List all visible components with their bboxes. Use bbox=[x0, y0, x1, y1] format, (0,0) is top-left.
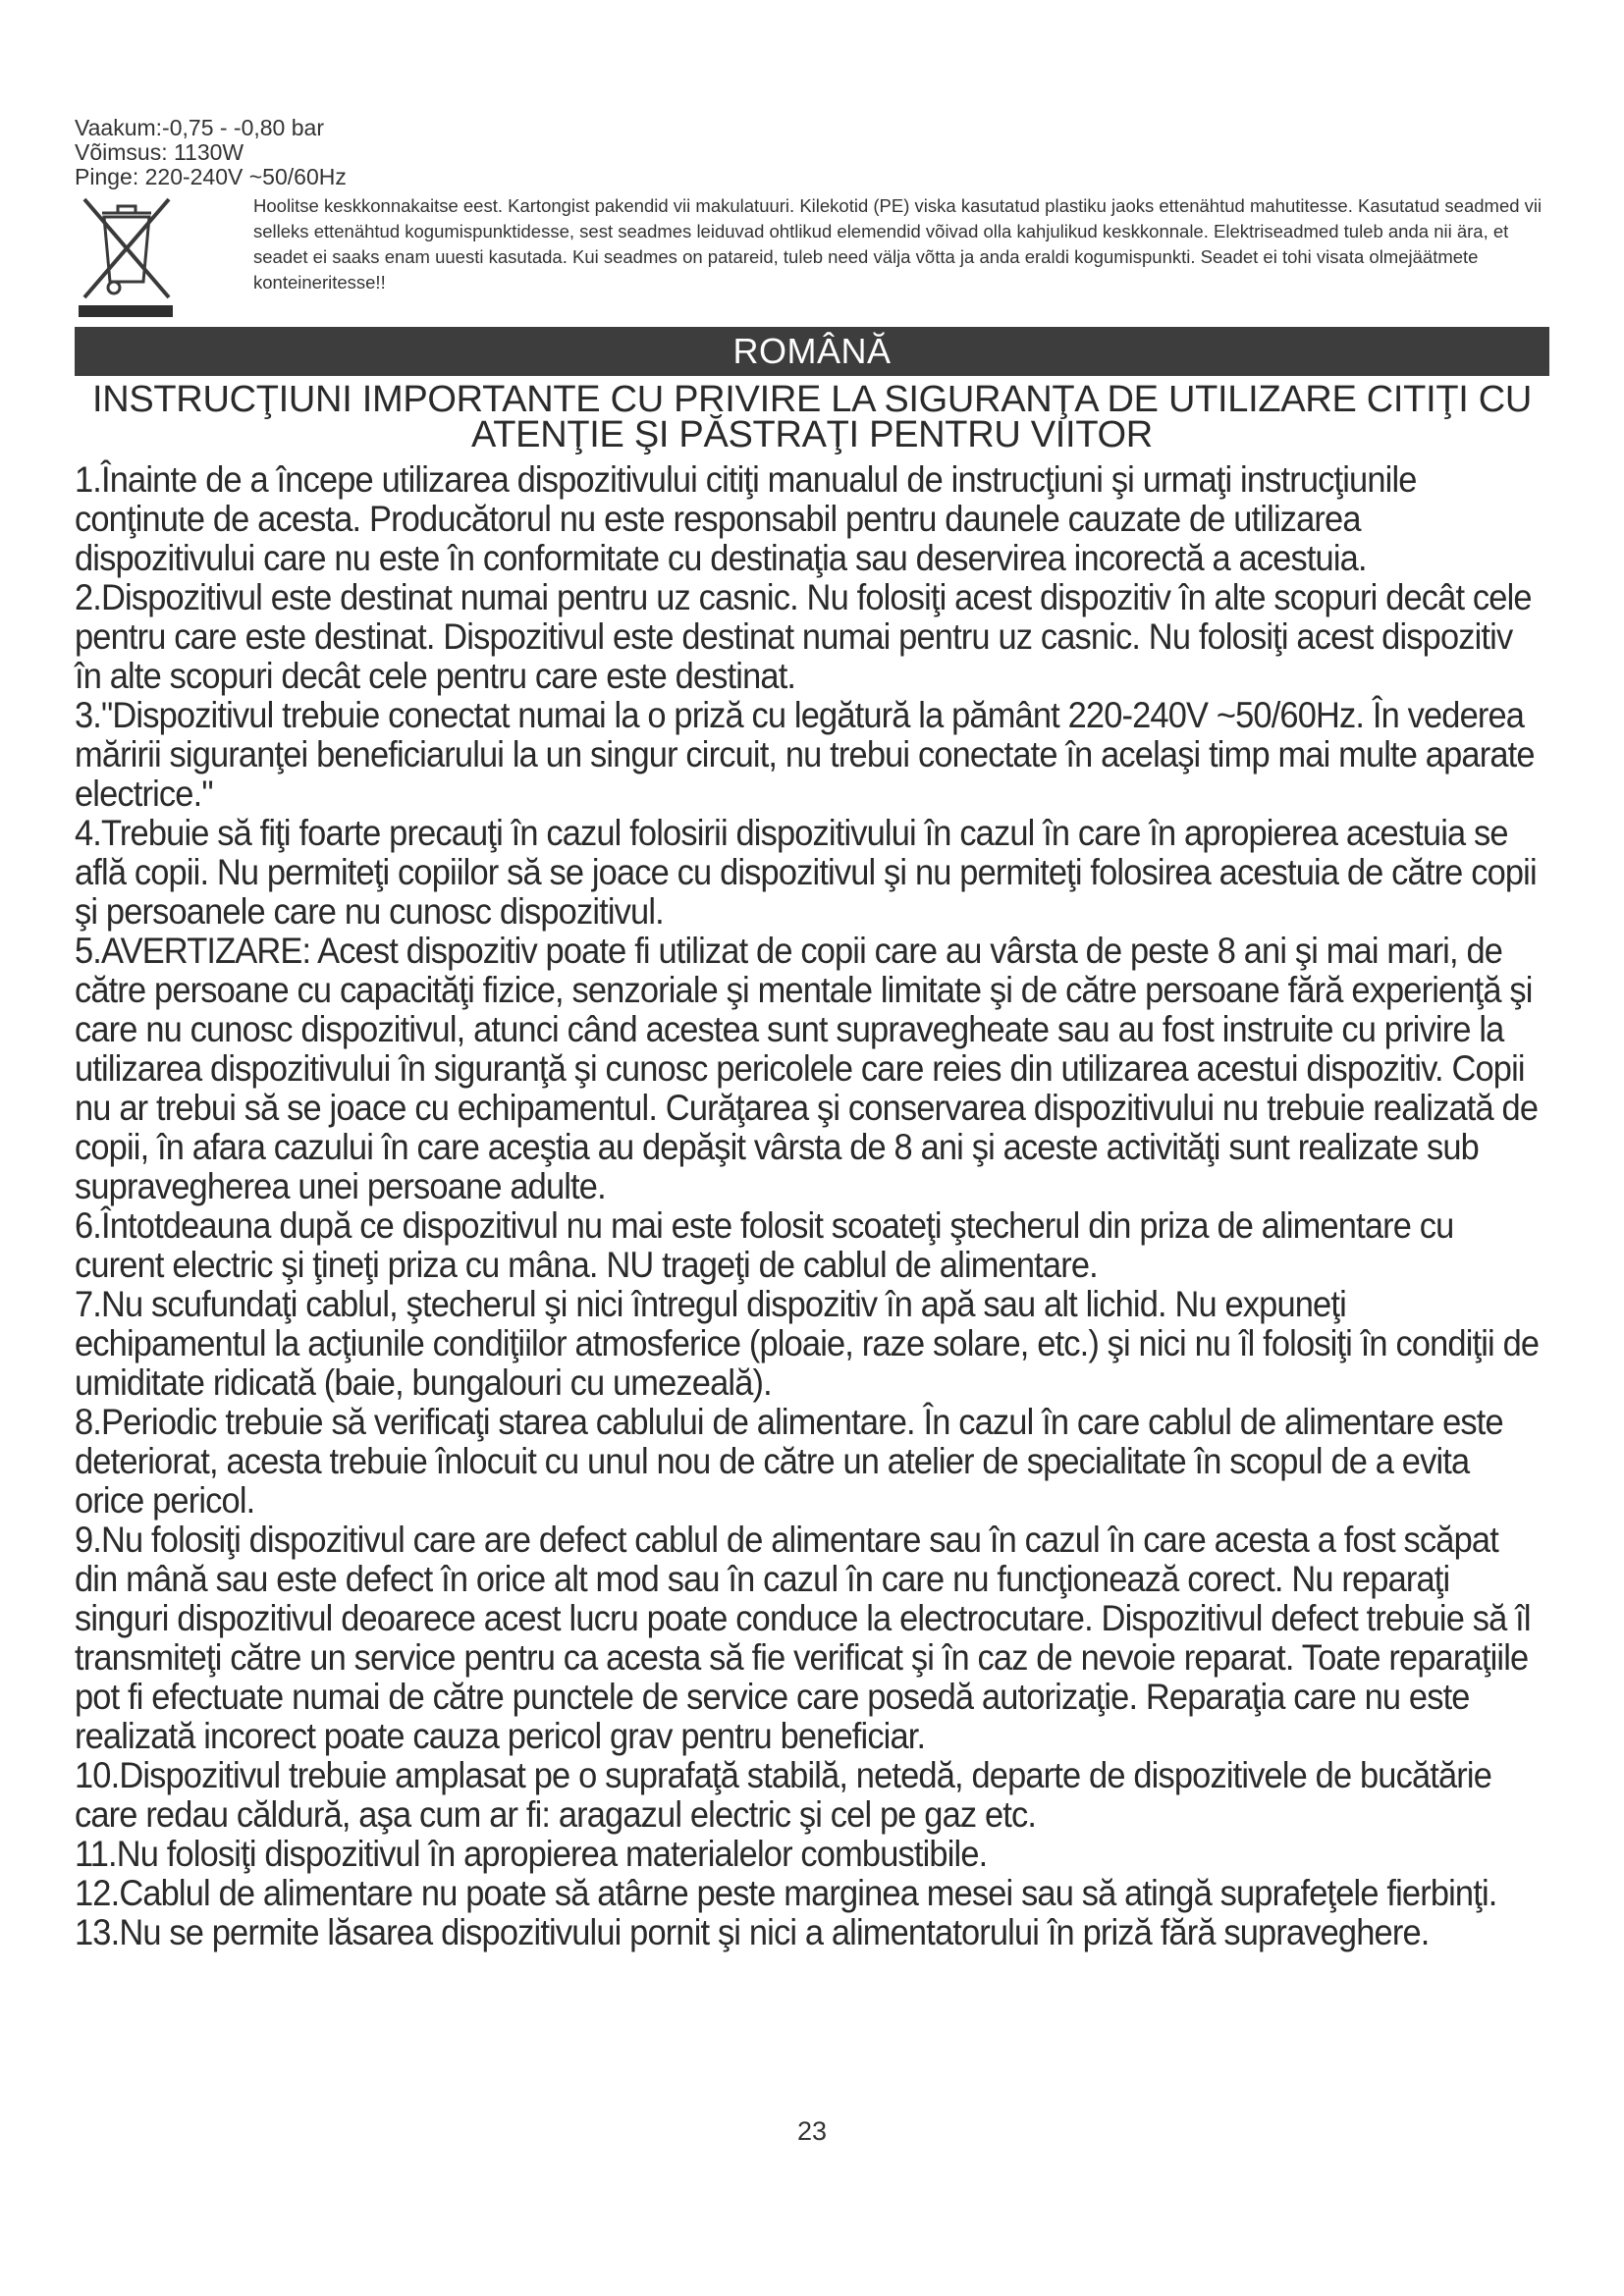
instruction-item: 13.Nu se permite lăsarea dispozitivului pornit şi nici a alimentatorului în priză fără supraveghere. bbox=[75, 1912, 1430, 1952]
weee-notice bbox=[75, 191, 1549, 319]
page-number: 23 bbox=[796, 2116, 828, 2146]
language-header: ROMÂNĂ bbox=[75, 327, 1549, 376]
instruction-item: 7.Nu scufundaţi cablul, ştecherul şi nici întregul dispozitiv în apă sau alt lichid. Nu expuneţi echipamentul la acţiunile condiţiilor atmosferice (ploaie, raze solare, etc.) şi nici nu îl folosiţi în condiţii de umiditate ridicată (baie, bungalouri cu umezeală). bbox=[75, 1284, 1540, 1403]
instruction-item: 4.Trebuie să fiţi foarte precauţi în cazul folosirii dispozitivului în cazul în care în apropierea acestuia se află copii. Nu permiteţi copiilor să se joace cu dispozitivul şi nu permiteţi folosirea acestuia de către copii şi persoanele care nu cunosc dispozitivul. bbox=[75, 813, 1537, 932]
instruction-item: 8.Periodic trebuie să verificaţi starea cablului de alimentare. În cazul în care cablul de alimentare este deteriorat, acesta trebuie înlocuit cu unul nou de către un atelier de specialitate în scopul de a evita orice pericol. bbox=[75, 1402, 1503, 1521]
spec-power: Võimsus: 1130W bbox=[75, 139, 244, 165]
safety-title: INSTRUCŢIUNI IMPORTANTE CU PRIVIRE LA SIGURANŢA DE UTILIZARE CITIŢI CU ATENŢIE ŞI PĂSTRAŢI PENTRU VIITOR bbox=[91, 379, 1533, 455]
crossed-out-wheelie-bin-icon bbox=[75, 191, 177, 319]
manual-page bbox=[75, 116, 1549, 1952]
spec-vacuum: Vaakum:-0,75 - -0,80 bar bbox=[75, 115, 324, 140]
instruction-item: 1.Înainte de a începe utilizarea dispozitivului citiţi manualul de instrucţiuni şi urmaţi instrucţiunile conţinute de acesta. Producătorul nu este responsabil pentru daunele cauzate de utilizarea dispozitivului care nu este în conformitate cu destinaţia sau deservirea incorectă a acestuia. bbox=[75, 459, 1417, 578]
instruction-item: 6.Întotdeauna după ce dispozitivul nu mai este folosit scoateţi ştecherul din priza de alimentare cu curent electric şi ţineţi priza cu mâna. NU trageţi de cablul de alimentare. bbox=[75, 1205, 1454, 1285]
instruction-item: 11.Nu folosiţi dispozitivul în apropierea materialelor combustibile. bbox=[75, 1834, 988, 1874]
instruction-item: 9.Nu folosiţi dispozitivul care are defect cablul de alimentare sau în cazul în care acesta a fost scăpat din mână sau este defect în orice alt mod sau în cazul în care nu funcţionează corect. Nu reparaţi singuri dispozitivul deoarece acest lucru poate conduce la electrocutare. Dispozitivul defect trebuie să îl transmiteţi către un service pentru ca acesta să fie verificat şi în caz de nevoie reparat. Toate reparaţiile pot fi efectuate numai de către punctele de service care posedă autorizaţie. Reparaţia care nu este realizată incorect poate cauza pericol grav pentru beneficiar. bbox=[75, 1520, 1531, 1756]
instruction-item: 5.AVERTIZARE: Acest dispozitiv poate fi utilizat de copii care au vârsta de peste 8 ani şi mai mari, de către persoane cu capacităţi fizice, senzoriale şi mentale limitate şi de către persoane fără experienţă şi care nu cunosc dispozitivul, atunci când acestea sunt supravegheate sau au fost instruite cu privire la utilizarea dispozitivului în siguranţă şi cunosc pericolele care reies din utilizarea acestui dispozitiv. Copii nu ar trebui să se joace cu echipamentul. Curăţarea şi conservarea dispozitivului nu trebuie realizată de copii, în afara cazului în care aceştia au depăşit vârsta de 8 ani şi aceste activităţi sunt realizate sub supravegherea unei persoane adulte. bbox=[75, 931, 1539, 1206]
weee-text: Hoolitse keskkonnakaitse eest. Kartongist pakendid vii makulatuuri. Kilekotid (PE) viska kasutatud plastiku jaoks ettenähtud mahutitesse. Kasutatud seadmed vii selleks ettenähtud kogumispunktidesse, sest seadmes leiduvad ohtlikud elemendid võivad olla kahjulikud keskkonnale. Elektriseadmed tuleb anda nii ära, et seadet ei saaks enam uuesti kasutada. Kui seadmes on patareid, tuleb need välja võtta ja anda eraldi kogumispunkti. Seadet ei tohi visata olmejäätmete konteineritesse!! bbox=[253, 195, 1543, 293]
spec-voltage: Pinge: 220-240V ~50/60Hz bbox=[75, 164, 347, 189]
safety-instructions-list bbox=[75, 460, 1549, 1952]
instruction-item: 12.Cablul de alimentare nu poate să atârne peste marginea mesei sau să atingă suprafeţele fierbinţi. bbox=[75, 1873, 1497, 1913]
instruction-item: 10.Dispozitivul trebuie amplasat pe o suprafaţă stabilă, netedă, departe de dispozitivele de bucătărie care redau căldură, aşa cum ar fi: aragazul electric şi cel pe gaz etc. bbox=[75, 1755, 1492, 1835]
instruction-item: 3."Dispozitivul trebuie conectat numai la o priză cu legătură la pământ 220-240V ~50/60Hz. În vederea măririi siguranţei beneficiarului la un singur circuit, nu trebui conectate în acelaşi timp mai multe aparate electrice." bbox=[75, 695, 1535, 814]
instruction-item: 2.Dispozitivul este destinat numai pentru uz casnic. Nu folosiţi acest dispozitiv în alte scopuri decât cele pentru care este destinat. Dispozitivul este destinat numai pentru uz casnic. Nu folosiţi acest dispozitiv în alte scopuri decât cele pentru care este destinat. bbox=[75, 577, 1532, 696]
